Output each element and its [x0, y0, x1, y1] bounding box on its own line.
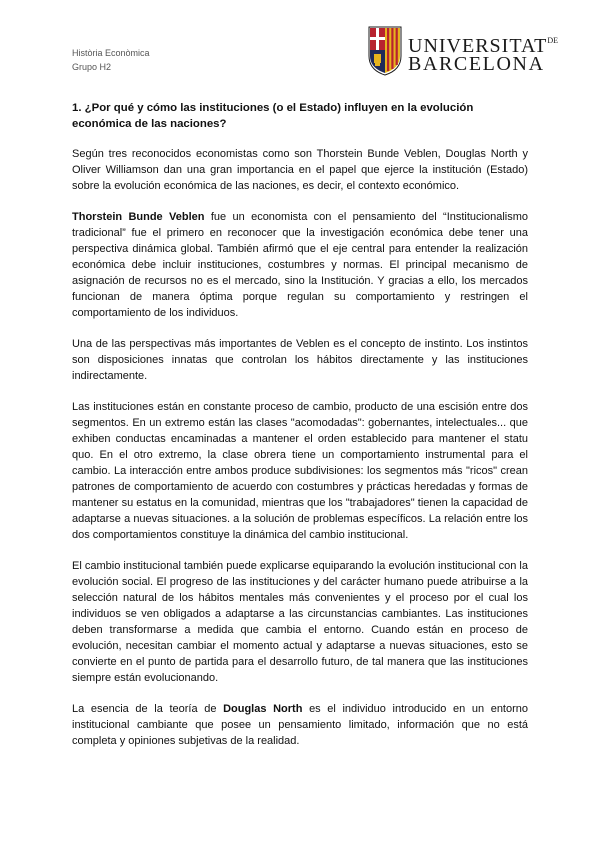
- course-name: Història Econòmica: [72, 48, 150, 58]
- university-shield-icon: [368, 26, 402, 76]
- question-title: 1. ¿Por qué y cómo las instituciones (o el Estado) influyen en la evolución económica de las naciones?: [72, 102, 474, 130]
- paragraph-instinct: Una de las perspectivas más importantes de Veblen es el concepto de instinto. Los instintos son disposiciones innatas que controlan los hábitos directamente y las instituciones indirectamente.: [72, 338, 528, 382]
- paragraph-intro: Según tres reconocidos economistas como son Thorstein Bunde Veblen, Douglas North y Oliver Williamson dan una gran importancia en el papel que ejerce la institución (Estado) sobre la evolución económica de las naciones, es decir, el contexto económico.: [72, 148, 528, 192]
- paragraph-north: La esencia de la teoría de Douglas North es el individuo introducido en un entorno institucional cambiante que posee un pensamiento limitado, información que no está completa y opiniones subjetivas de la realidad.: [72, 703, 529, 747]
- north-name: Douglas North: [223, 703, 303, 715]
- group-name: Grupo H2: [72, 62, 112, 72]
- veblen-name: Thorstein Bunde Veblen: [72, 211, 205, 223]
- paragraph-change: Las instituciones están en constante proceso de cambio, producto de una escisión entre dos segmentos. En un extremo están las clases "acomodadas": gobernantes, intelectuales... que exhiben conductas encaminadas a mantener el orden establecido para mantener el statu quo. En el otro extremo, la clase obrera tiene un comportamiento instrumental para el cambio. La interacción entre ambos produce subdivisiones: los segmentos más "ricos" crean patrones de comportamiento de acuerdo con costumbres y prácticas heredadas y formas de mantener su estatus en la comunidad, mientras que los "trabajadores" tienen la capacidad de adaptarse a nuevas situaciones. a la solución de problemas específicos. La relación entre los dos comportamientos constituye la dinámica del cambio institucional.: [72, 401, 528, 541]
- paragraph-veblen: Thorstein Bunde Veblen fue un economista con el pensamiento del “Institucionalismo tradicional” fue el primero en reconocer que la investigación económica debe tener una perspectiva dinámica global. También afirmó que el eje central para entender la realización económica debe incluir instituciones, costumbres y normas. El principal mecanismo de asignación de recursos no es el mercado, sino la Institución. Y gracias a ello, los mercados funcionan de manera óptima porque regulan su comportamiento y restringen el comportamiento de los individuos.: [72, 211, 529, 319]
- page-header: [72, 46, 150, 74]
- document-body: [72, 100, 528, 764]
- paragraph-evolution: El cambio institucional también puede explicarse equiparando la evolución institucional con la evolución social. El progreso de las instituciones y del carácter humano puede atribuirse a la selección natural de los hábitos mentales más convenientes y el proceso por el cual los individuos se ven obligados a adaptarse a las circunstancias cambiantes. Las instituciones deben transformarse a medida que cambia el entorno. Cuando están en proceso de evolución, necesitan cambiar el momento actual y adaptarse a nuevas situaciones, esto se convierte en el punto de partida para el desarrollo futuro, de tal manera que las instituciones siempre están evolucionando.: [72, 560, 528, 684]
- university-logo: [368, 26, 559, 78]
- logo-line-barcelona: BARCELONA: [408, 53, 545, 75]
- logo-line-university: $UNIVERSITAT^{DE}$: [408, 35, 559, 57]
